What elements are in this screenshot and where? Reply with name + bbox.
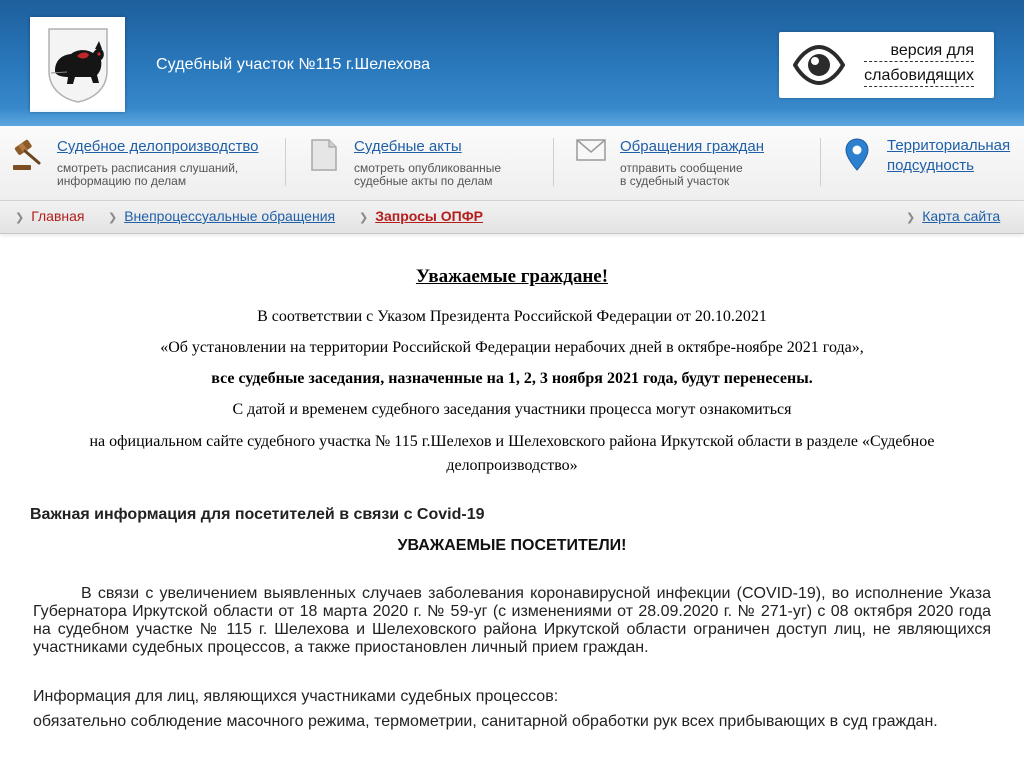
service-title-line[interactable]: Территориальная bbox=[887, 137, 1011, 154]
low-vision-line1[interactable]: версия для bbox=[864, 40, 974, 62]
notice-line: «Об установлении на территории Российской Федерации нерабочих дней в октябре-ноябре 2021 года», bbox=[160, 339, 864, 356]
service-territorial-jurisdiction[interactable] bbox=[836, 126, 1024, 200]
service-subtitle-line: смотреть опубликованные bbox=[354, 161, 502, 175]
breadcrumb-section[interactable] bbox=[108, 208, 335, 224]
low-vision-line2[interactable]: слабовидящих bbox=[864, 65, 974, 87]
gavel-icon bbox=[11, 138, 45, 172]
notice-line-bold: все судебные заседания, назначенные на 1, 2, 3 ноября 2021 года, будут перенесены. bbox=[211, 370, 813, 387]
service-subtitle-line: в судебный участок bbox=[620, 174, 730, 188]
sitemap-label[interactable]: Карта сайта bbox=[922, 208, 1001, 224]
service-court-acts[interactable] bbox=[300, 126, 550, 200]
breadcrumb-label[interactable]: Внепроцессуальные обращения bbox=[124, 208, 336, 224]
breadcrumb bbox=[0, 201, 1024, 234]
service-title[interactable]: Обращения граждан bbox=[620, 138, 764, 155]
chevron-right-icon: ❯ bbox=[15, 212, 25, 224]
document-icon bbox=[310, 138, 338, 172]
divider bbox=[285, 138, 286, 186]
coat-of-arms-logo[interactable] bbox=[30, 17, 125, 112]
site-header bbox=[0, 0, 1024, 126]
service-title[interactable]: Судебные акты bbox=[354, 138, 462, 155]
service-subtitle-line: информацию по делам bbox=[57, 174, 187, 188]
breadcrumb-label[interactable]: Запросы ОПФР bbox=[375, 208, 484, 224]
notice-heading: Уважаемые граждане! bbox=[415, 266, 609, 287]
service-subtitle-line: судебные акты по делам bbox=[354, 174, 493, 188]
covid-paragraph: В связи с увеличением выявленных случаев заболевания коронавирусной инфекции (COVID-19), во исполнение Указа Губернатора Иркутской области от 18 марта 2020 г. № 59-уг (с изменениями от 28.09.2020 г. № 271-уг) с 08 октября 2020 года на судебном участке № 115 г. Шелехова и Шелеховского района Иркутской области ограничен доступ лиц, не являющихся участниками судебных процессов, а также приостановлен личный прием граждан. bbox=[33, 585, 991, 656]
service-subtitle bbox=[354, 162, 501, 188]
map-pin-icon bbox=[845, 138, 869, 172]
service-title[interactable]: Судебное делопроизводство bbox=[57, 138, 259, 155]
chevron-right-icon: ❯ bbox=[906, 212, 916, 224]
breadcrumb-home[interactable] bbox=[15, 208, 85, 224]
breadcrumb-label[interactable]: Главная bbox=[31, 208, 85, 224]
notice-line: С датой и временем судебного заседания участники процесса могут ознакомиться bbox=[232, 401, 792, 418]
visitors-heading: УВАЖАЕМЫЕ ПОСЕТИТЕЛИ! bbox=[397, 537, 627, 554]
service-title[interactable] bbox=[887, 136, 1010, 176]
low-vision-label[interactable] bbox=[864, 40, 974, 90]
service-title-line[interactable]: подсудность bbox=[887, 157, 974, 174]
chevron-right-icon: ❯ bbox=[108, 212, 118, 224]
low-vision-version-button[interactable] bbox=[779, 32, 994, 98]
irkutsk-coat-of-arms-icon bbox=[47, 27, 109, 103]
breadcrumb-current[interactable] bbox=[359, 208, 483, 224]
services-bar bbox=[0, 126, 1024, 201]
site-title: Судебный участок №115 г.Шелехова bbox=[156, 56, 431, 73]
service-subtitle bbox=[57, 162, 238, 188]
chevron-right-icon: ❯ bbox=[359, 212, 369, 224]
service-subtitle-line: отправить сообщение bbox=[620, 161, 743, 175]
notice-line: В соответствии с Указом Президента Российской Федерации от 20.10.2021 bbox=[257, 308, 767, 325]
covid-info-title: Важная информация для посетителей в связи с Covid-19 bbox=[30, 506, 485, 523]
eye-icon bbox=[793, 45, 845, 85]
participants-info-title: Информация для лиц, являющихся участниками судебных процессов: bbox=[33, 688, 559, 705]
service-subtitle bbox=[620, 162, 743, 188]
divider bbox=[553, 138, 554, 186]
sitemap-link[interactable] bbox=[906, 208, 1000, 224]
divider bbox=[820, 138, 821, 186]
service-court-proceedings[interactable] bbox=[0, 126, 280, 200]
envelope-icon bbox=[576, 139, 606, 161]
service-citizen-appeals[interactable] bbox=[568, 126, 813, 200]
notice-line: на официальном сайте судебного участка № 115 г.Шелехов и Шелеховского района Иркутской области в разделе «Судебное делопроизводство» bbox=[89, 433, 935, 474]
service-subtitle-line: смотреть расписания слушаний, bbox=[57, 161, 239, 175]
participants-info-text: обязательно соблюдение масочного режима, термометрии, санитарной обработки рук всех прибывающих в суд граждан. bbox=[33, 713, 938, 730]
